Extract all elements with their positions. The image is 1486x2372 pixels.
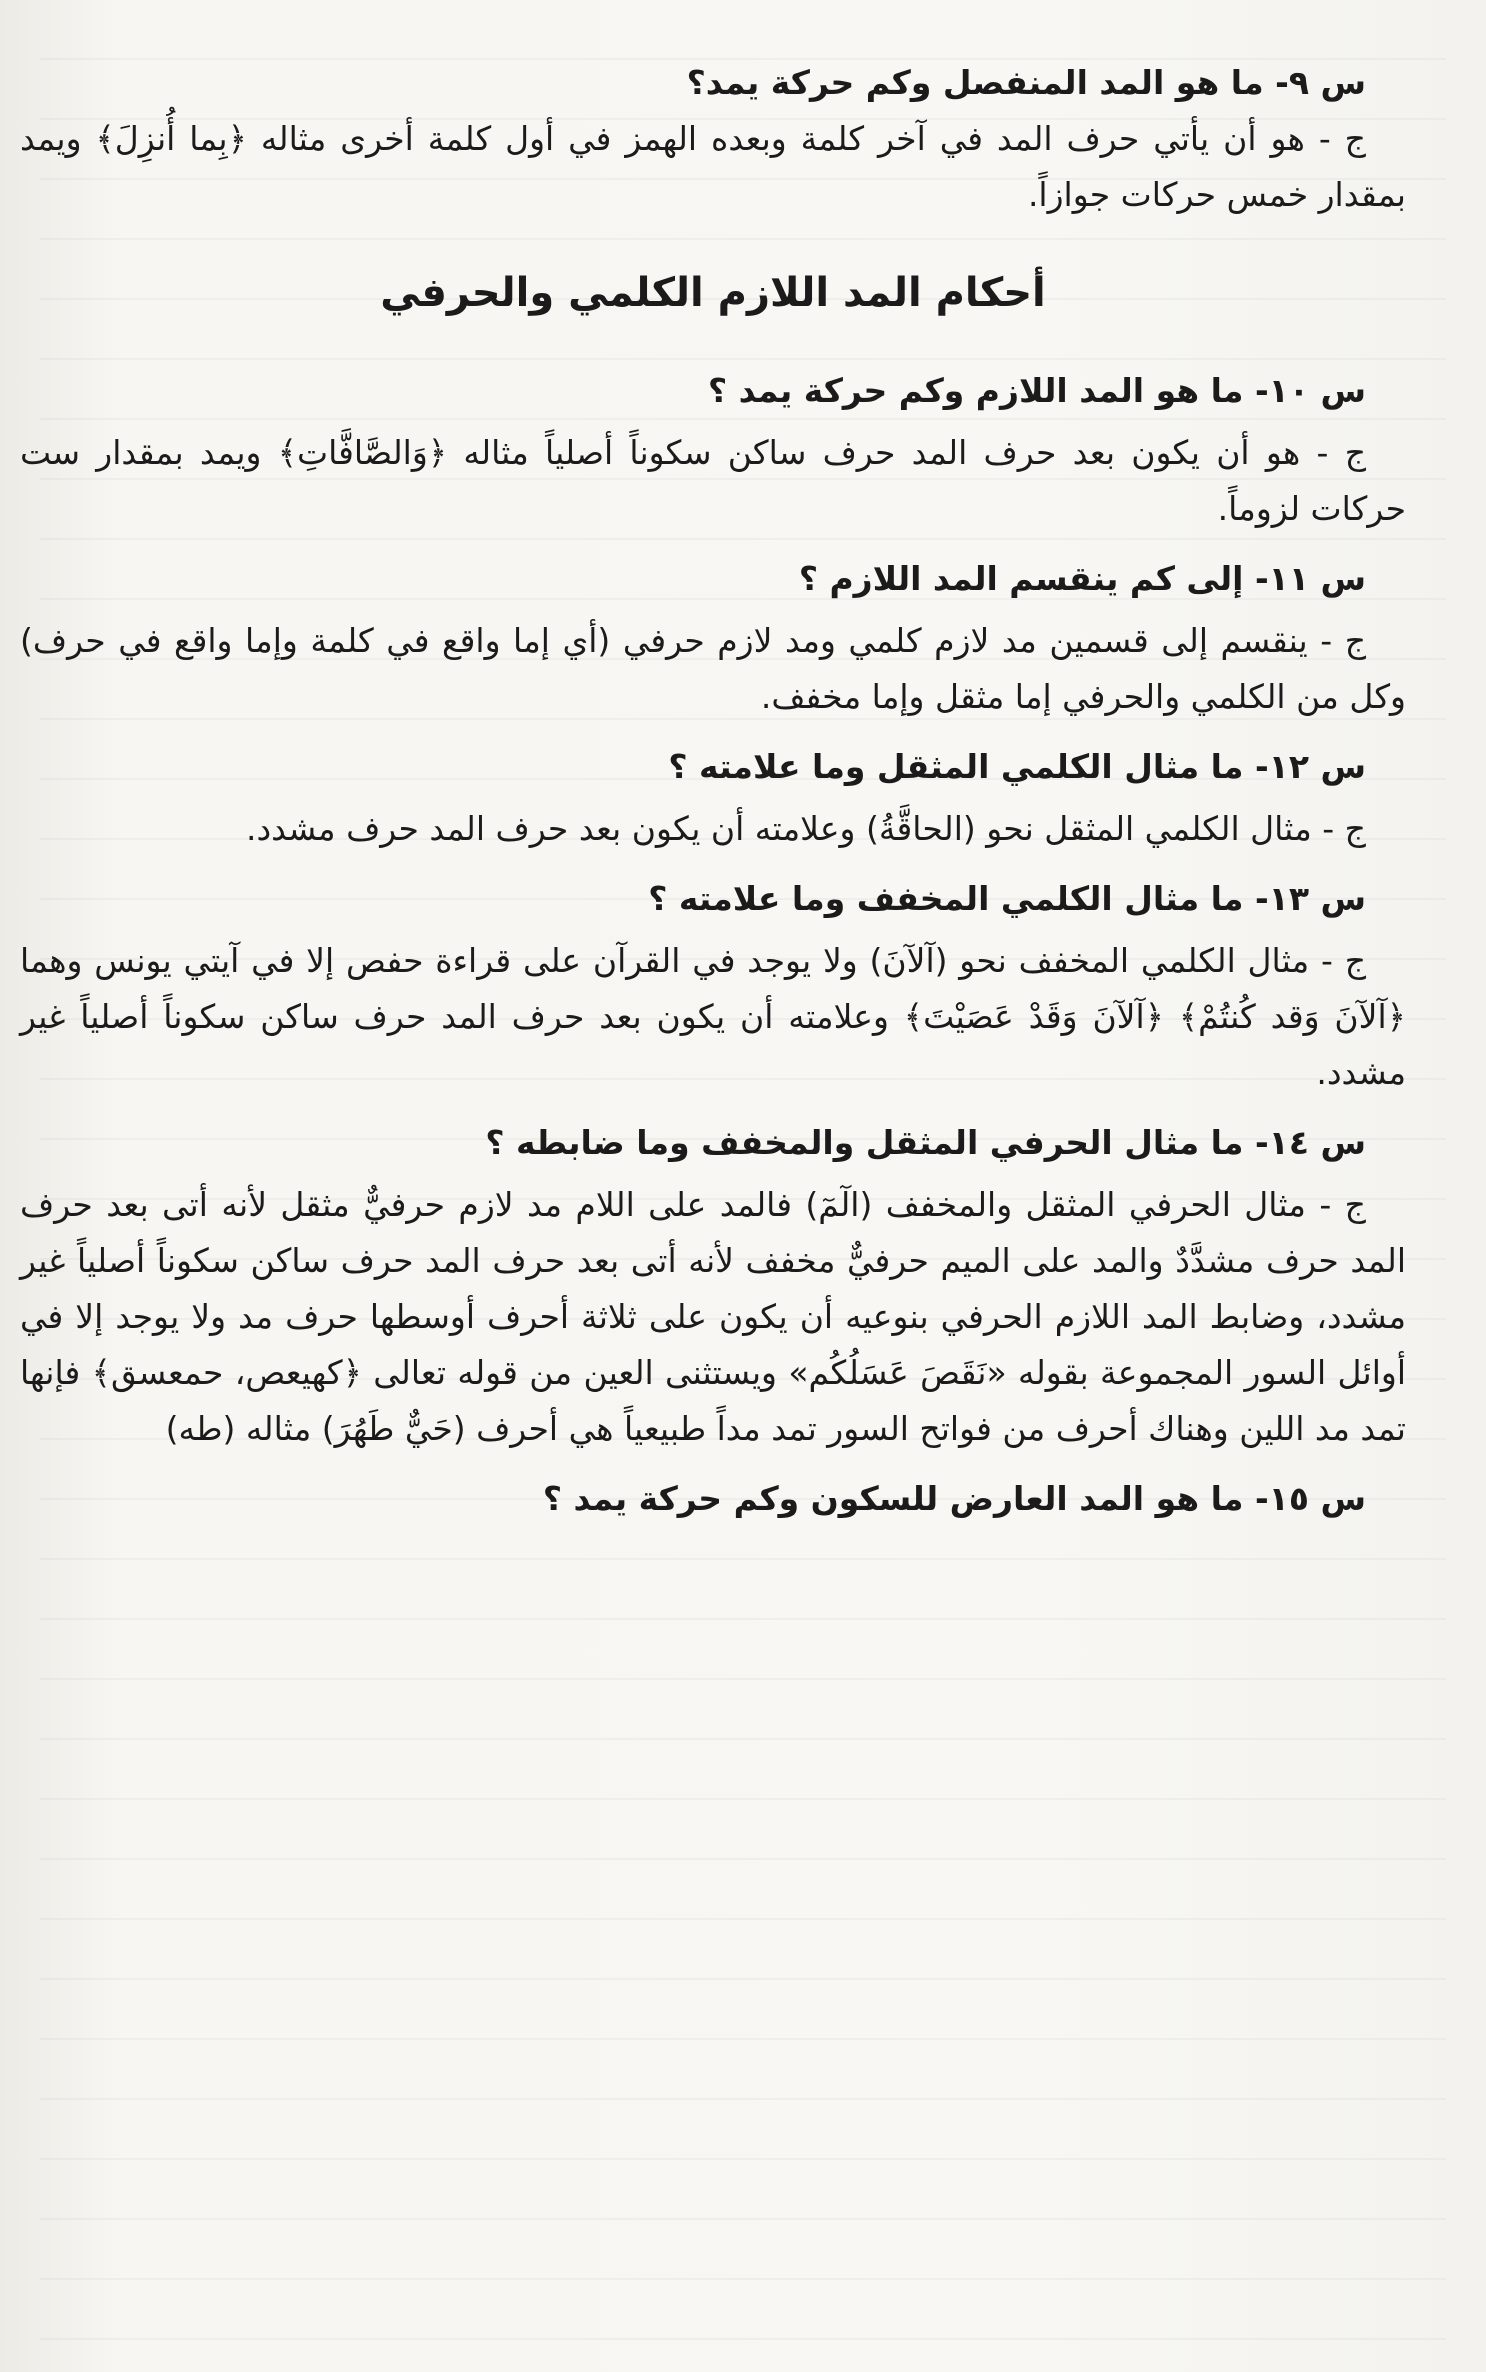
- answer-14: ج - مثال الحرفي المثقل والمخفف (الٓمٓ) فالمد على اللام مد لازم حرفيٌّ مثقل لأنه أتى بعد حرف المد حرف مشدَّدٌ والمد على الميم حرفيٌّ مخفف لأنه أتى بعد حرف المد حرف ساكن سكوناً أصلياً غير مشدد، وضابط المد اللازم الحرفي بنوعيه أن يكون على ثلاثة أحرف أوسطها حرف مد ولا يوجد إلا في أوائل السور المجموعة بقوله «نَقَصَ عَسَلُكُم» ويستثنى العين من قوله تعالى ﴿كهيعص، حمعسق﴾ فإنها تمد مد اللين وهناك أحرف من فواتح السور تمد مداً طبيعياً هي أحرف (حَيٌّ طَهُرَ) مثاله (طه): [20, 1185, 1406, 1448]
- question-14: س ١٤- ما مثال الحرفي المثقل والمخفف وما ضابطه ؟: [485, 1123, 1366, 1162]
- page-content: [20, 55, 1406, 1527]
- section-heading: أحكام المد اللازم الكلمي والحرفي: [380, 270, 1046, 316]
- answer-11: ج - ينقسم إلى قسمين مد لازم كلمي ومد لازم حرفي (أي إما واقع في كلمة وإما واقع في حرف) وكل من الكلمي والحرفي إما مثقل وإما مخفف.: [20, 621, 1406, 716]
- answer-13: ج - مثال الكلمي المخفف نحو (آلآنَ) ولا يوجد في القرآن على قراءة حفص إلا في آيتي يونس وهما ﴿آلآنَ وَقد كُنتُمْ﴾ ﴿آلآنَ وَقَدْ عَصَيْتَ﴾ وعلامته أن يكون بعد حرف المد حرف ساكن سكوناً أصلياً غير مشدد.: [20, 941, 1406, 1092]
- answer-12: ج - مثال الكلمي المثقل نحو (الحاقَّةُ) وعلامته أن يكون بعد حرف المد حرف مشدد.: [245, 809, 1366, 848]
- answer-9: ج - هو أن يأتي حرف المد في آخر كلمة وبعده الهمز في أول كلمة أخرى مثاله ﴿بِما أُنزِلَ﴾ ويمد بمقدار خمس حركات جوازاً.: [20, 119, 1406, 214]
- question-13: س ١٣- ما مثال الكلمي المخفف وما علامته ؟: [648, 879, 1366, 918]
- question-10: س ١٠- ما هو المد اللازم وكم حركة يمد ؟: [708, 371, 1366, 410]
- question-15: س ١٥- ما هو المد العارض للسكون وكم حركة يمد ؟: [542, 1479, 1366, 1518]
- answer-10: ج - هو أن يكون بعد حرف المد حرف ساكن سكوناً أصلياً مثاله ﴿وَالصَّافَّاتِ﴾ ويمد بمقدار ست حركات لزوماً.: [20, 433, 1406, 528]
- question-11: س ١١- إلى كم ينقسم المد اللازم ؟: [798, 559, 1366, 598]
- question-12: س ١٢- ما مثال الكلمي المثقل وما علامته ؟: [668, 747, 1366, 786]
- question-9: س ٩- ما هو المد المنفصل وكم حركة يمد؟: [686, 63, 1366, 102]
